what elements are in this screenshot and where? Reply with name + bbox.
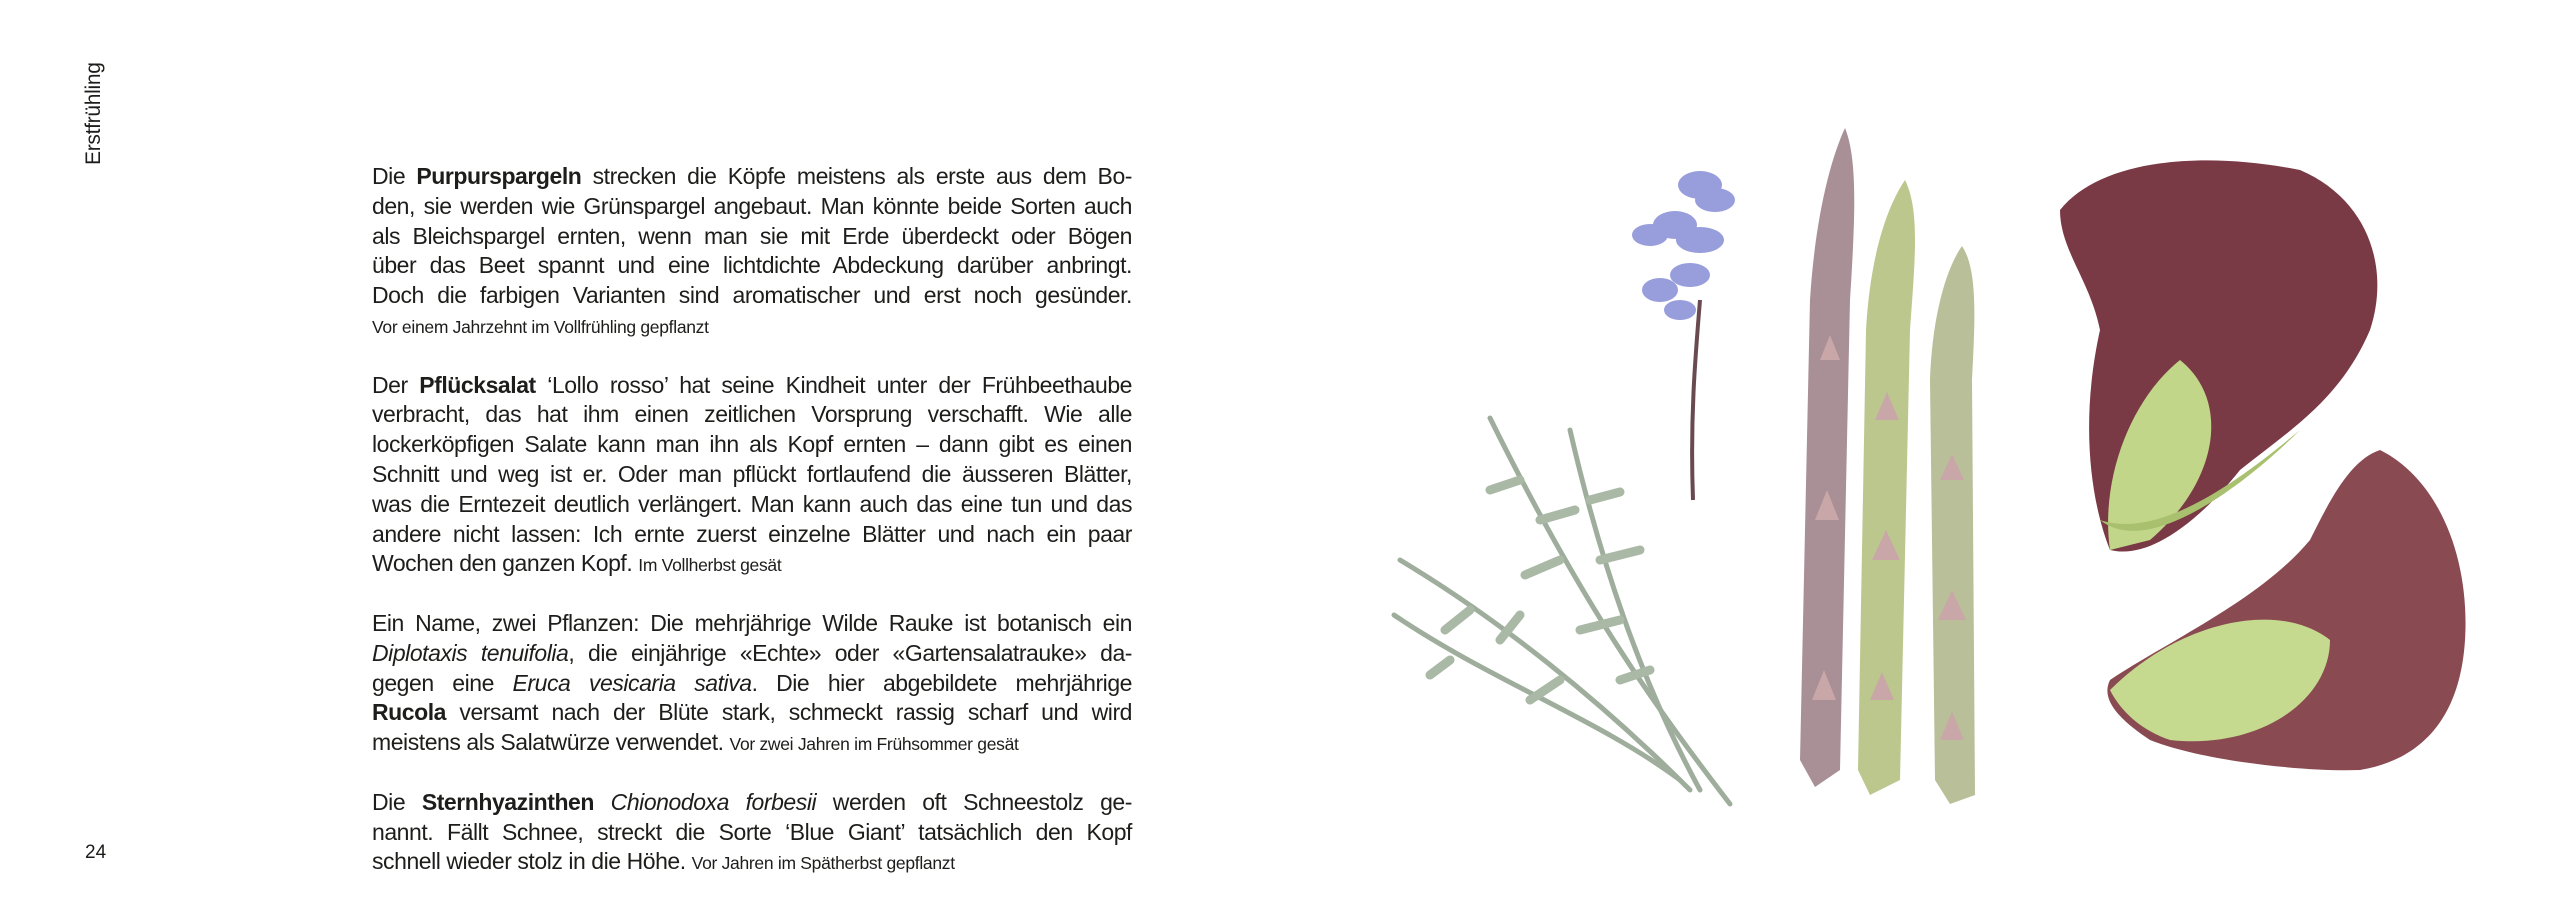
text-line: [372, 847, 1132, 877]
plant-name: Rucola: [372, 699, 446, 726]
text-segment: Doch die farbigen Varianten sind aromatischer und erst noch gesünder.: [372, 282, 1132, 309]
plant-photo: [1380, 100, 2520, 820]
text-line: [372, 609, 1132, 639]
text-segment: ‘Lollo rosso’ hat seine Kindheit unter der Frühbeethaube: [535, 371, 1132, 398]
text-line: [372, 162, 1132, 192]
planting-note: Vor einem Jahrzehnt im Vollfrühling gepflanzt: [372, 316, 709, 337]
text-line: [372, 728, 1132, 758]
rocket-leaves-image: [1394, 418, 1730, 804]
text-segment: werden oft Schneestolz ge-: [816, 788, 1132, 815]
text-segment: verbracht, das hat ihm einen zeitlichen Vorsprung verschafft. Wie alle: [372, 401, 1132, 428]
section-label: Erstfrühling: [82, 62, 105, 165]
text-segment: meistens als Salatwürze verwendet.: [372, 729, 730, 756]
page-number: 24: [85, 842, 107, 863]
text-line: [372, 311, 1132, 341]
text-segment: den, sie werden wie Grünspargel angebaut. Man könnte beide Sorten auch: [372, 192, 1132, 219]
lettuce-image: [2060, 160, 2466, 770]
planting-note: Vor zwei Jahren im Frühsommer gesät: [729, 734, 1019, 755]
text-segment: lockerköpfigen Salate kann man ihn als Kopf ernten – dann gibt es einen: [372, 431, 1132, 458]
text-line: [372, 549, 1132, 579]
planting-note: Im Vollherbst gesät: [638, 555, 782, 576]
text-segment: andere nicht lassen: Ich ernte zuerst einzelne Blätter und nach ein paar: [372, 520, 1132, 547]
botanical-name: Chionodoxa forbesii: [610, 788, 817, 815]
text-line: [372, 430, 1132, 460]
hyacinth-image: [1632, 171, 1735, 500]
text-segment: Die: [372, 788, 422, 815]
text-line: [372, 788, 1132, 818]
text-segment: über das Beet spannt und eine lichtdichte Abdeckung darüber anbringt.: [372, 252, 1132, 279]
text-line: [372, 669, 1132, 699]
text-segment: Der: [372, 371, 420, 398]
text-segment: Die: [372, 163, 417, 189]
text-segment: . Die hier abgebildete mehrjährige: [751, 669, 1132, 696]
text-segment: was die Erntezeit deutlich verlängert. Man kann auch das eine tun und das: [372, 490, 1132, 517]
text-segment: Ein Name, zwei Pflanzen: Die mehrjährige Wilde Rauke ist botanisch ein: [372, 609, 1132, 636]
botanical-name: Diplotaxis tenuifolia: [372, 639, 569, 666]
text-line: [372, 639, 1132, 669]
paragraph: [372, 162, 1132, 341]
planting-note: Vor Jahren im Spätherbst gepflanzt: [691, 853, 955, 874]
text-line: [372, 818, 1132, 848]
text-segment: nannt. Fällt Schnee, streckt die Sorte ‘Blue Giant’ tatsächlich den Kopf: [372, 818, 1132, 845]
text-segment: strecken die Köpfe meistens als erste aus dem Bo-: [581, 163, 1132, 189]
plant-name: Pflücksalat: [419, 371, 536, 398]
text-segment: als Bleichspargel ernten, wenn man sie mit Erde überdeckt oder Bögen: [372, 222, 1132, 249]
plant-name: Purpurspargeln: [416, 163, 582, 189]
text-line: [372, 520, 1132, 550]
text-segment: schnell wieder stolz in die Höhe.: [372, 848, 692, 875]
body-text: [372, 162, 1132, 907]
paragraph: [372, 609, 1132, 758]
text-segment: versamt nach der Blüte stark, schmeckt rassig scharf und wird: [445, 699, 1132, 726]
paragraph: [372, 788, 1132, 877]
text-line: [372, 251, 1132, 281]
text-line: [372, 400, 1132, 430]
text-line: [372, 192, 1132, 222]
text-line: [372, 371, 1132, 401]
text-segment: gegen eine: [372, 669, 513, 696]
text-segment: , die einjährige «Echte» oder «Gartensalatrauke» da-: [568, 639, 1132, 666]
text-segment: [594, 789, 611, 815]
paragraph: [372, 371, 1132, 580]
text-line: [372, 222, 1132, 252]
text-segment: Schnitt und weg ist er. Oder man pflückt fortlaufend die äusseren Blätter,: [372, 460, 1132, 487]
asparagus-image: [1800, 128, 1975, 804]
text-line: [372, 490, 1132, 520]
text-segment: Wochen den ganzen Kopf.: [372, 550, 639, 577]
text-line: [372, 281, 1132, 311]
text-line: [372, 460, 1132, 490]
text-line: [372, 698, 1132, 728]
botanical-name: Eruca vesicaria sativa: [512, 669, 752, 696]
plant-name: Sternhyazinthen: [421, 788, 594, 815]
